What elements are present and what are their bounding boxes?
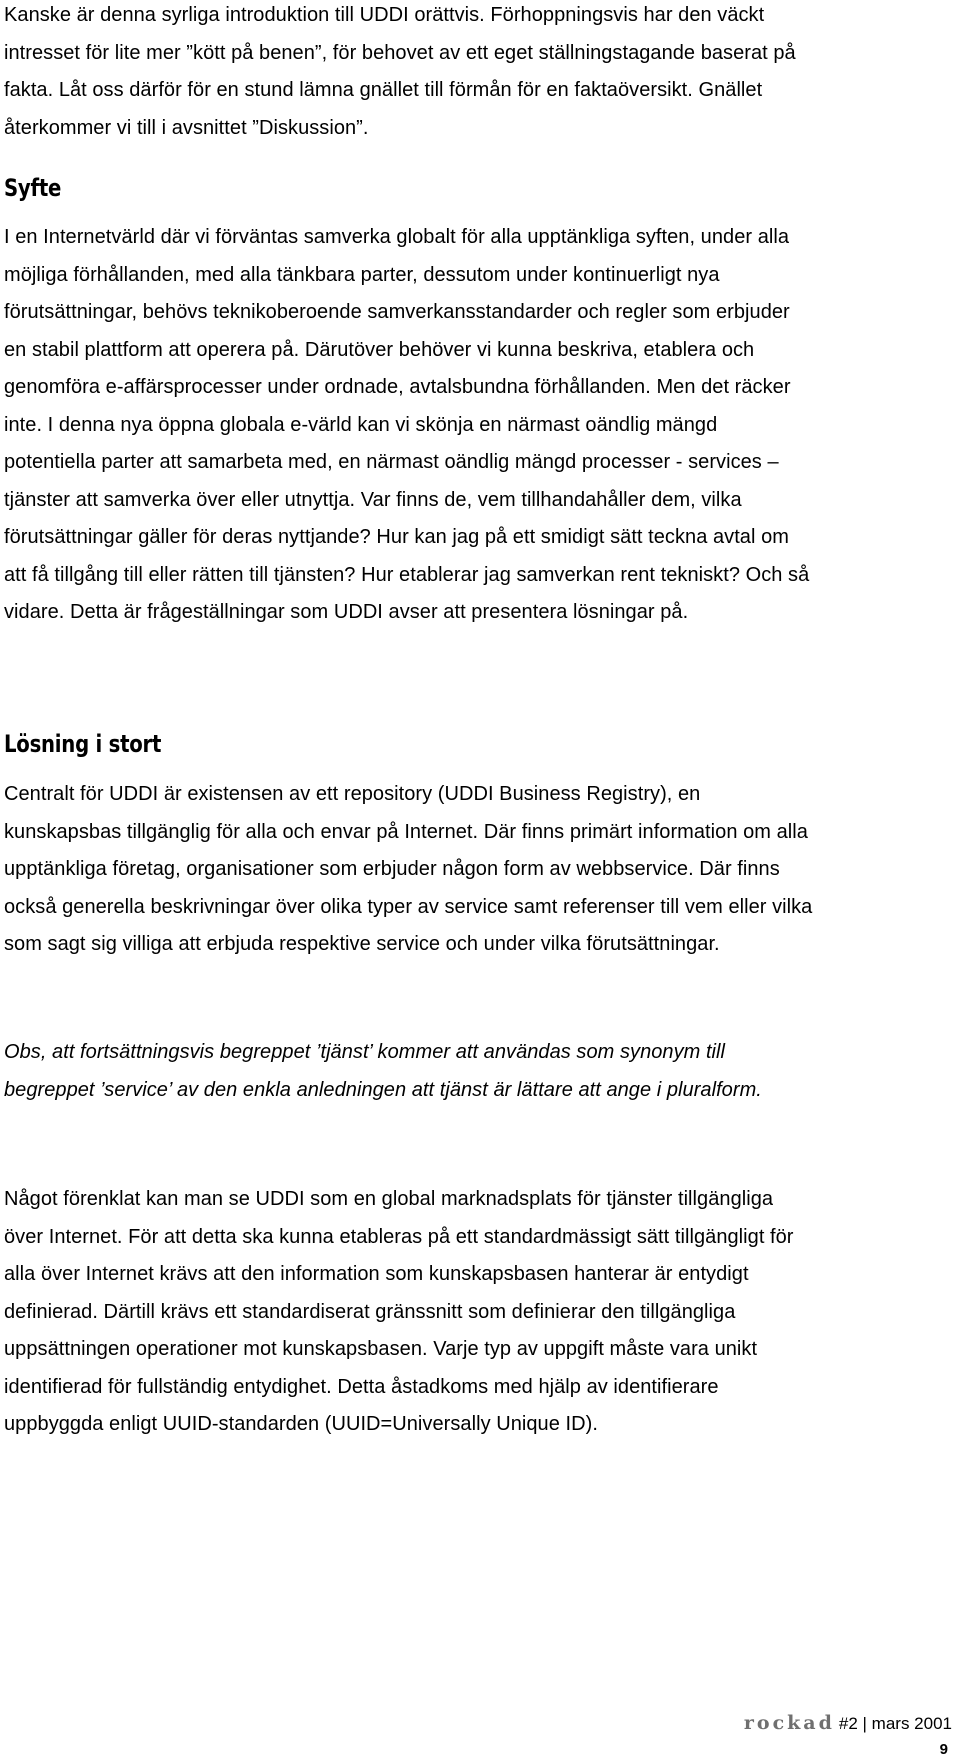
obs-note: Obs, att fortsättningsvis begreppet ’tjänst’ kommer att användas som synonym till begreppet ’service’ av den enkla anledningen att tjänst är lättare att ange i pluralform.: [4, 1041, 762, 1101]
heading-losning: Lösning i stort: [4, 730, 162, 758]
intro-paragraph: Kanske är denna syrliga introduktion till UDDI orättvis. Förhoppningsvis har den väckt intresset för lite mer ”kött på benen”, för behovet av ett eget ställningstagande baserat på fakta. Låt oss därför för en stund lämna gnället till förmån för en faktaöversikt. Gnället återkommer vi till i avsnittet ”Diskussion”.: [4, 4, 796, 139]
syfte-paragraph: I en Internetvärld där vi förväntas samverka globalt för alla upptänkliga syften, under alla möjliga förhållanden, med alla tänkbara parter, dessutom under kontinuerligt nya förutsättningar, behövs teknikoberoende samverkansstandarder och regler som erbjuder en stabil plattform att operera på. Därutöver behöver vi kunna beskriva, etablera och genomföra e-affärsprocesser under ordnade, avtalsbundna förhållanden. Men det räcker inte. I denna nya öppna globala e-värld kan vi skönja en närmast oändlig mängd potentiella parter att samarbeta med, en närmast oändlig mängd processer - services – tjänster att samverka över eller utnyttja. Var finns de, vem tillhandahåller dem, vilka förutsättningar gäller för deras nyttjande? Hur kan jag på ett smidigt sätt teckna avtal om att få tillgång till eller rätten till tjänsten? Hur etablerar jag samverkan rent tekniskt? Och så vidare. Detta är frågeställningar som UDDI avser att presentera lösningar på.: [4, 226, 810, 623]
heading-syfte: Syfte: [4, 174, 62, 202]
issue-label: #2 | mars 2001: [838, 1714, 952, 1733]
rockad-logo: rockad: [743, 1712, 835, 1734]
page-number: 9: [939, 1741, 948, 1758]
marknad-paragraph: Något förenklat kan man se UDDI som en global marknadsplats för tjänster tillgängliga över Internet. För att detta ska kunna etableras på ett standardmässigt sätt tillgängligt för alla över Internet krävs att den information som kunskapsbasen hanterar är entydigt definierad. Därtill krävs ett standardiserat gränssnitt som definierar den tillgängliga uppsättningen operationer mot kunskapsbasen. Varje typ av uppgift måste vara unikt identifierad för fullständig entydighet. Detta åstadkoms med hjälp av identifierare uppbyggda enligt UUID-standarden (UUID=Universally Unique ID).: [4, 1188, 794, 1435]
footer-issue-line: [712, 1712, 952, 1735]
page-footer: [712, 1712, 952, 1761]
losning-paragraph: Centralt för UDDI är existensen av ett repository (UDDI Business Registry), en kunskapsbas tillgänglig för alla och envar på Internet. Där finns primärt information om alla upptänkliga företag, organisationer som erbjuder någon form av webbservice. Där finns också generella beskrivningar över olika typer av service samt referenser till vem eller vilka som sagt sig villiga att erbjuda respektive service och under vilka förutsättningar.: [4, 783, 813, 955]
